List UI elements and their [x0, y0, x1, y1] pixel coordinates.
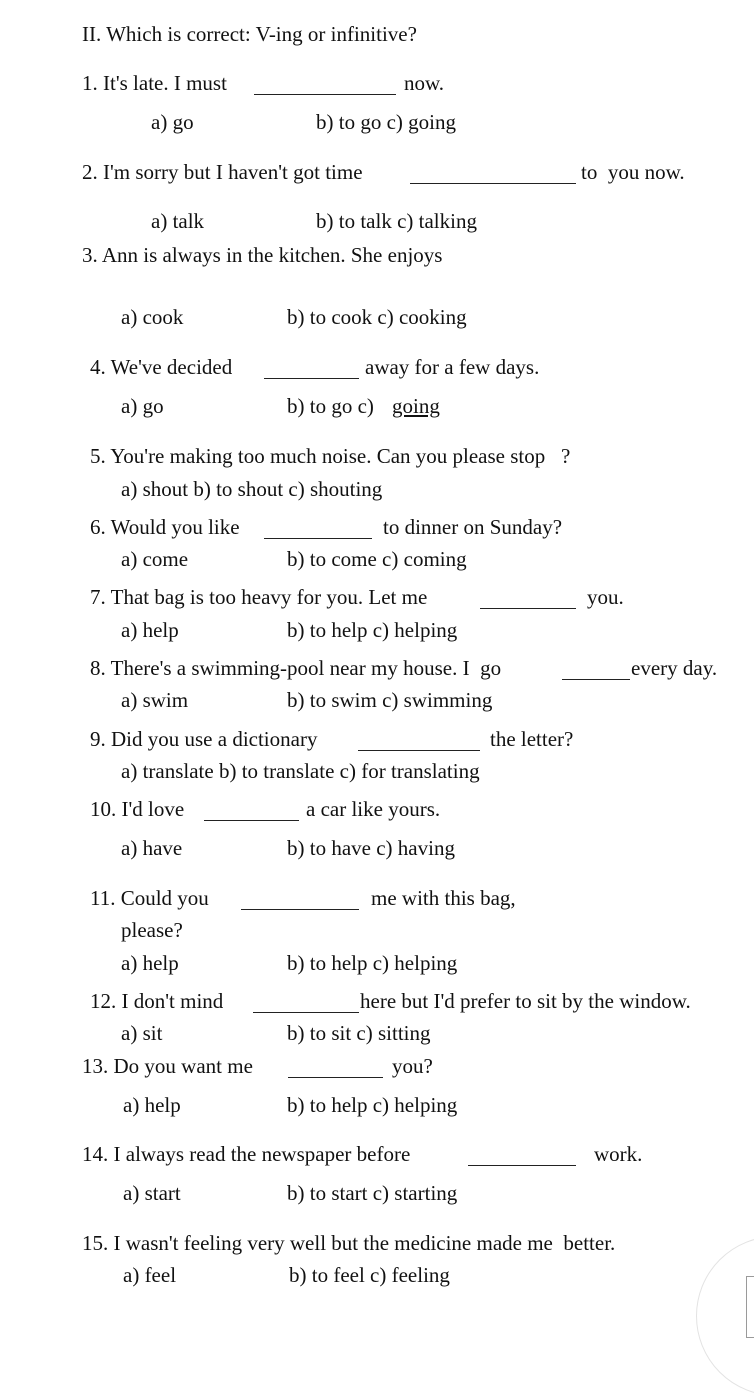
question-14-option-a: a) start [123, 1181, 181, 1205]
question-8-blank [562, 679, 630, 680]
question-7-option-a: a) help [121, 618, 179, 642]
question-8-text-end: every day. [631, 656, 718, 680]
question-6-text-end: to dinner on Sunday? [383, 515, 563, 539]
question-15-text: 15. I wasn't feeling very well but the medicine made me better. [82, 1231, 616, 1255]
question-1-blank [254, 94, 396, 95]
question-4-text-end: away for a few days. [365, 355, 540, 379]
question-4-option-a: a) go [121, 394, 164, 418]
question-10-text: 10. I'd love [90, 797, 185, 821]
question-13-text: 13. Do you want me [82, 1054, 253, 1078]
question-5-text: 5. You're making too much noise. Can you please stop ? [90, 444, 571, 468]
question-11-text: 11. Could you [90, 886, 209, 910]
question-14-options-bc: b) to start c) starting [287, 1181, 458, 1205]
question-11-text-end: me with this bag, [371, 886, 516, 910]
question-13-text-end: you? [392, 1054, 433, 1078]
question-10-blank [204, 820, 299, 821]
question-7-text: 7. That bag is too heavy for you. Let me [90, 585, 428, 609]
question-6-blank [264, 538, 372, 539]
question-12-blank [253, 1012, 359, 1013]
question-8-option-a: a) swim [121, 688, 189, 712]
question-11-blank [241, 909, 359, 910]
question-10-text-end: a car like yours. [306, 797, 441, 821]
question-6-text: 6. Would you like [90, 515, 240, 539]
question-3-option-a: a) cook [121, 305, 184, 329]
edge-frame-decoration [746, 1276, 754, 1338]
question-14-blank [468, 1165, 576, 1166]
question-2-blank [410, 183, 576, 184]
question-2-option-a: a) talk [151, 209, 205, 233]
question-15-option-a: a) feel [123, 1263, 177, 1287]
question-6-options-bc: b) to come c) coming [287, 547, 467, 571]
question-14-text: 14. I always read the newspaper before [82, 1142, 411, 1166]
question-4-blank [264, 378, 359, 379]
question-4-option-c-underlined: going [392, 394, 440, 418]
question-1-option-a: a) go [151, 110, 194, 134]
question-7-blank [480, 608, 576, 609]
question-7-text-end: you. [587, 585, 624, 609]
worksheet-title: II. Which is correct: V-ing or infinitive? [82, 22, 417, 46]
question-4-text: 4. We've decided [90, 355, 233, 379]
question-12-options-bc: b) to sit c) sitting [287, 1021, 431, 1045]
question-12-text: 12. I don't mind [90, 989, 224, 1013]
question-6-option-a: a) come [121, 547, 189, 571]
question-11-text-cont: please? [121, 918, 183, 942]
question-13-option-a: a) help [123, 1093, 181, 1117]
question-9-text-end: the letter? [490, 727, 574, 751]
question-13-options-bc: b) to help c) helping [287, 1093, 458, 1117]
question-7-options-bc: b) to help c) helping [287, 618, 458, 642]
question-9-blank [358, 750, 480, 751]
question-2-options-bc: b) to talk c) talking [316, 209, 477, 233]
question-10-option-a: a) have [121, 836, 183, 860]
question-4-options-b: b) to go c) [287, 394, 374, 418]
question-9-text: 9. Did you use a dictionary [90, 727, 318, 751]
question-1-text-end: now. [404, 71, 445, 95]
question-3-options-bc: b) to cook c) cooking [287, 305, 467, 329]
question-12-text-end: here but I'd prefer to sit by the window. [360, 989, 691, 1013]
question-11-options-bc: b) to help c) helping [287, 951, 458, 975]
question-14-text-end: work. [594, 1142, 643, 1166]
question-15-options-bc: b) to feel c) feeling [289, 1263, 450, 1287]
question-8-text: 8. There's a swimming-pool near my house. I go [90, 656, 502, 680]
question-3-text: 3. Ann is always in the kitchen. She enjoys [82, 243, 443, 267]
question-12-option-a: a) sit [121, 1021, 163, 1045]
question-9-options: a) translate b) to translate c) for translating [121, 759, 480, 783]
question-1-options-bc: b) to go c) going [316, 110, 456, 134]
question-1-text: 1. It's late. I must [82, 71, 227, 95]
question-8-options-bc: b) to swim c) swimming [287, 688, 493, 712]
question-10-options-bc: b) to have c) having [287, 836, 455, 860]
question-13-blank [288, 1077, 383, 1078]
question-2-text-end: to you now. [581, 160, 685, 184]
question-5-options: a) shout b) to shout c) shouting [121, 477, 383, 501]
question-11-option-a: a) help [121, 951, 179, 975]
question-2-text: 2. I'm sorry but I haven't got time [82, 160, 363, 184]
